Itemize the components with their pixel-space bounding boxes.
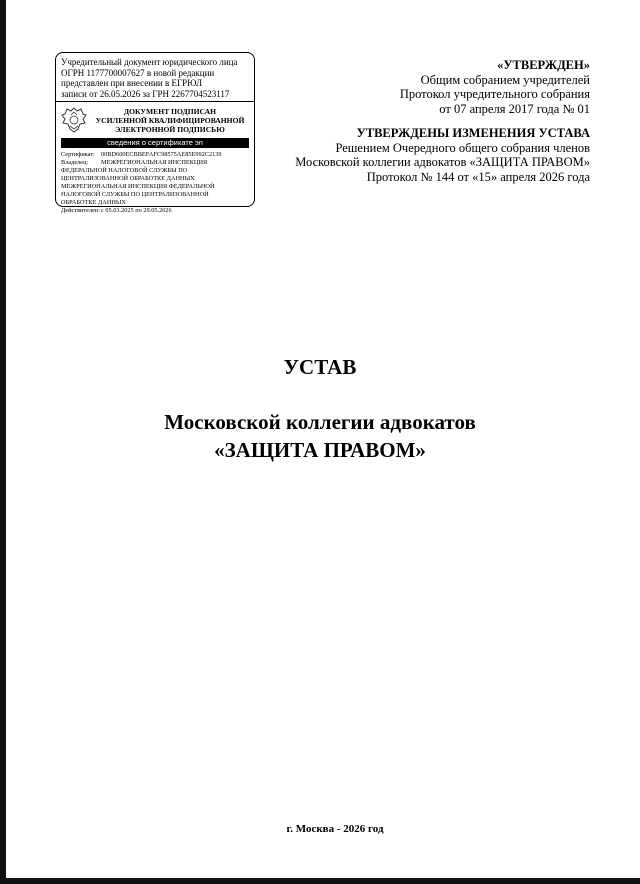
owner-line-3: ЦЕНТРАЛИЗОВАННОЙ ОБРАБОТКЕ ДАННЫХ xyxy=(61,175,195,182)
coat-of-arms-icon xyxy=(61,106,87,134)
owner-line xyxy=(61,159,249,167)
certificate-line xyxy=(61,151,249,159)
amendments-line-1: Решением Очередного общего собрания членов xyxy=(335,140,590,155)
owner-line-5: НАЛОГОВОЙ СЛУЖБЫ ПО ЦЕНТРАЛИЗОВАННОЙ xyxy=(61,191,209,198)
owner-line-6: ОБРАБОТКЕ ДАННЫХ xyxy=(61,199,126,206)
scan-bottom-edge xyxy=(0,878,640,884)
registration-line-1: Учредительный документ юридического лица xyxy=(61,57,238,67)
registration-line-2: ОГРН 1177700007627 в новой редакции xyxy=(61,67,215,78)
certificate-label: Сертификат: xyxy=(61,151,95,158)
owner-line-1: МЕЖРЕГИОНАЛЬНАЯ ИНСПЕКЦИЯ xyxy=(101,159,208,166)
validity-value: с 05.03.2025 по 29.05.2026 xyxy=(101,207,172,214)
organization-name-line-1: Московской коллегии адвокатов xyxy=(164,410,476,434)
organization-name-line-2: «ЗАЩИТА ПРАВОМ» xyxy=(214,438,426,462)
signature-title-line-2: УСИЛЕННОЙ КВАЛИФИЦИРОВАННОЙ xyxy=(95,115,245,125)
signature-title-line-3: ЭЛЕКТРОННОЙ ПОДПИСЬЮ xyxy=(115,124,225,134)
signature-title-line-1: ДОКУМЕНТ ПОДПИСАН xyxy=(123,106,217,116)
certificate-info-bar: сведения о сертификате эп xyxy=(61,138,249,148)
signature-header xyxy=(61,104,249,136)
city-year: г. Москва - 2026 год xyxy=(286,823,384,835)
document-title: УСТАВ xyxy=(283,355,357,379)
certificate-value: 00BD600ECBBEFAFC98575AE85E992C2139 xyxy=(101,151,222,158)
amendments-line-3: Протокол № 144 от «15» апреля 2026 года xyxy=(366,169,590,184)
validity-label: Действителен: xyxy=(61,207,101,214)
approval-line-3: от 07 апреля 2017 года № 01 xyxy=(439,101,590,116)
amendments-line-2: Московской коллегии адвокатов «ЗАЩИТА ПРАВОМ» xyxy=(295,155,590,169)
owner-label: Владелец: xyxy=(61,159,89,166)
validity-line xyxy=(61,207,249,215)
amendments-heading: УТВЕРЖДЕНЫ ИЗМЕНЕНИЯ УСТАВА xyxy=(356,126,590,140)
owner-line-4: МЕЖРЕГИОНАЛЬНАЯ ИНСПЕКЦИЯ ФЕДЕРАЛЬНОЙ xyxy=(61,183,215,190)
registration-line-4: записи от 26.05.2026 за ГРН 2267704523117 xyxy=(61,88,230,99)
approval-line-2: Протокол учредительного собрания xyxy=(399,87,590,101)
approval-block-amendments xyxy=(295,126,590,184)
registration-line-3: представлен при внесении в ЕГРЮЛ xyxy=(61,78,203,88)
approval-block-original xyxy=(400,58,590,116)
stamp-divider xyxy=(56,101,254,102)
electronic-signature-stamp xyxy=(55,52,255,214)
approval-heading: «УТВЕРЖДЕН» xyxy=(497,58,590,72)
approval-line-1: Общим собранием учредителей xyxy=(420,72,590,87)
owner-line-2: ФЕДЕРАЛЬНОЙ НАЛОГОВОЙ СЛУЖБЫ ПО xyxy=(61,167,188,174)
signature-title xyxy=(91,107,249,134)
